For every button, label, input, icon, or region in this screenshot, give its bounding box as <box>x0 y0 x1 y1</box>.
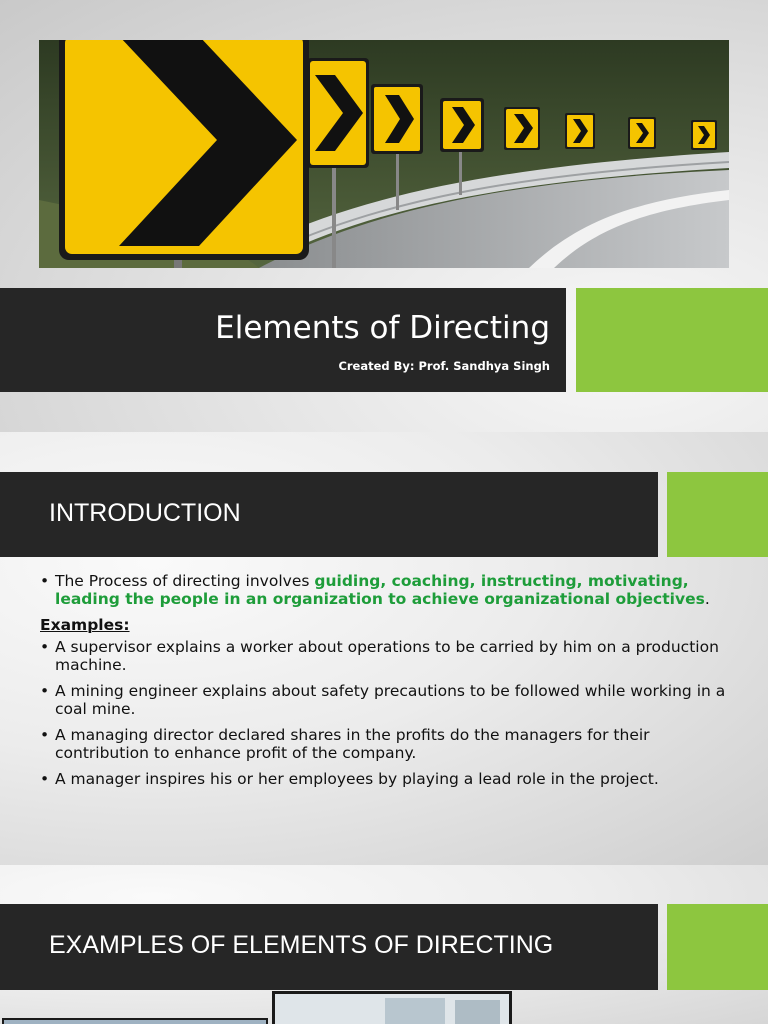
examples-slide <box>0 865 768 1024</box>
slide-heading: EXAMPLES OF ELEMENTS OF DIRECTING <box>49 931 554 959</box>
list-item: • A mining engineer explains about safety precautions to be followed while working in a coal mine. <box>40 682 730 718</box>
list-item: • A manager inspires his or her employees by playing a lead role in the project. <box>40 770 730 788</box>
intro-prefix: The Process of directing involves <box>55 572 315 590</box>
slide-heading: INTRODUCTION <box>49 499 241 527</box>
list-item: • A managing director declared shares in the profits do the managers for their contribution to enhance profit of the company. <box>40 726 730 762</box>
intro-highlight: guiding, coaching, instructing, motivating, leading the people in an organization to achieve organizational objectives <box>55 572 705 608</box>
accent-box <box>667 472 768 557</box>
office-photo-right <box>272 991 512 1024</box>
header-band <box>0 904 658 990</box>
intro-bullet <box>40 572 730 608</box>
header-band <box>0 472 658 557</box>
accent-box <box>667 904 768 990</box>
introduction-slide <box>0 432 768 865</box>
intro-suffix: . <box>704 590 710 608</box>
title-slide <box>0 0 768 432</box>
slide-subtitle: Created By: Prof. Sandhya Singh <box>338 359 550 373</box>
examples-label: Examples: <box>40 616 130 634</box>
slide-body <box>40 572 730 796</box>
list-item: • A supervisor explains a worker about operations to be carried by him on a production machine. <box>40 638 730 674</box>
road-signs-photo <box>39 40 729 268</box>
title-band <box>0 288 566 392</box>
accent-box <box>576 288 768 392</box>
office-photo-left <box>2 1018 268 1024</box>
slide-title: Elements of Directing <box>215 310 550 346</box>
